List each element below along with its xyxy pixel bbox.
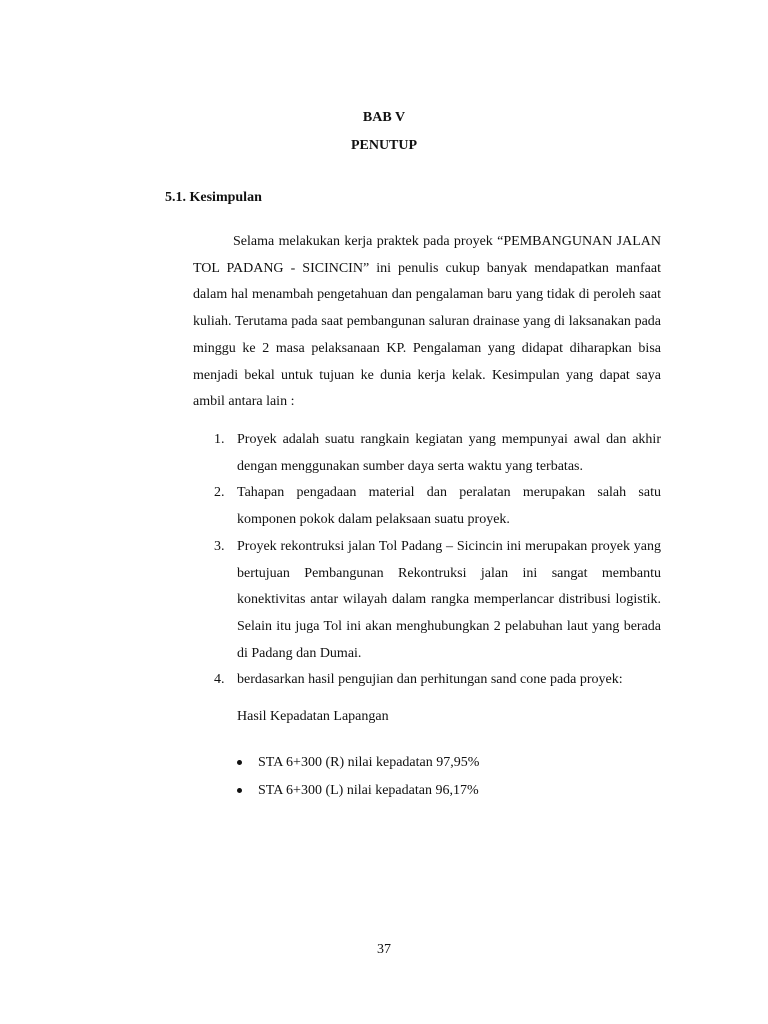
bullet-text: STA 6+300 (L) nilai kepadatan 96,17% [258, 783, 479, 798]
list-item-number: 4. [214, 672, 225, 688]
bullet-text: STA 6+300 (R) nilai kepadatan 97,95% [258, 755, 480, 770]
list-item-number: 3. [214, 538, 225, 554]
list-item-text: Proyek adalah suatu rangkain kegiatan yang mempunyai awal dan akhir dengan menggunakan sumber daya serta waktu yang terbatas. [237, 432, 661, 474]
page-number: 37 [377, 942, 391, 957]
list-item-text: berdasarkan hasil pengujian dan perhitungan sand cone pada proyek: [237, 672, 623, 688]
intro-paragraph: Selama melakukan kerja praktek pada proyek “PEMBANGUNAN JALAN TOL PADANG - SICINCIN” ini penulis cukup banyak mendapatkan manfaat dalam hal menambah pengetahuan dan pengalaman baru yang tidak di peroleh saat kuliah. Terutama pada saat pembangunan saluran drainase yang di laksanakan pada minggu ke 2 masa pelaksanaan KP. Pengalaman yang didapat diharapkan bisa menjadi bekal untuk tujuan ke dunia kerja kelak. Kesimpulan yang dapat saya ambil antara lain : [193, 234, 661, 410]
bullet-item [237, 777, 479, 805]
chapter-label: BAB V [362, 110, 406, 125]
bullet-icon [237, 788, 242, 793]
chapter-title: PENUTUP [350, 138, 418, 153]
section-heading: 5.1. Kesimpulan [165, 190, 262, 205]
list-item-number: 1. [214, 432, 225, 447]
list-item [193, 480, 661, 533]
bullet-item [237, 749, 479, 777]
density-heading: Hasil Kepadatan Lapangan [237, 709, 389, 724]
bullet-icon [237, 760, 242, 765]
list-item-text: Tahapan pengadaan material dan peralatan merupakan salah satu komponen pokok dalam pelaksaan suatu proyek. [237, 485, 661, 528]
list-item [193, 427, 661, 480]
list-item [193, 667, 661, 694]
conclusion-list [193, 427, 661, 694]
list-item [193, 534, 661, 668]
list-item-number: 2. [214, 485, 225, 501]
density-list [237, 749, 479, 805]
list-item-text: Proyek rekontruksi jalan Tol Padang – Sicincin ini merupakan proyek yang bertujuan Pembangunan Rekontruksi jalan ini sangat membantu konektivitas antar wilayah dalam rangka memperlancar distribusi logistik. Selain itu juga Tol ini akan menghubungkan 2 pelabuhan laut yang berada di Padang dan Dumai. [237, 538, 661, 661]
